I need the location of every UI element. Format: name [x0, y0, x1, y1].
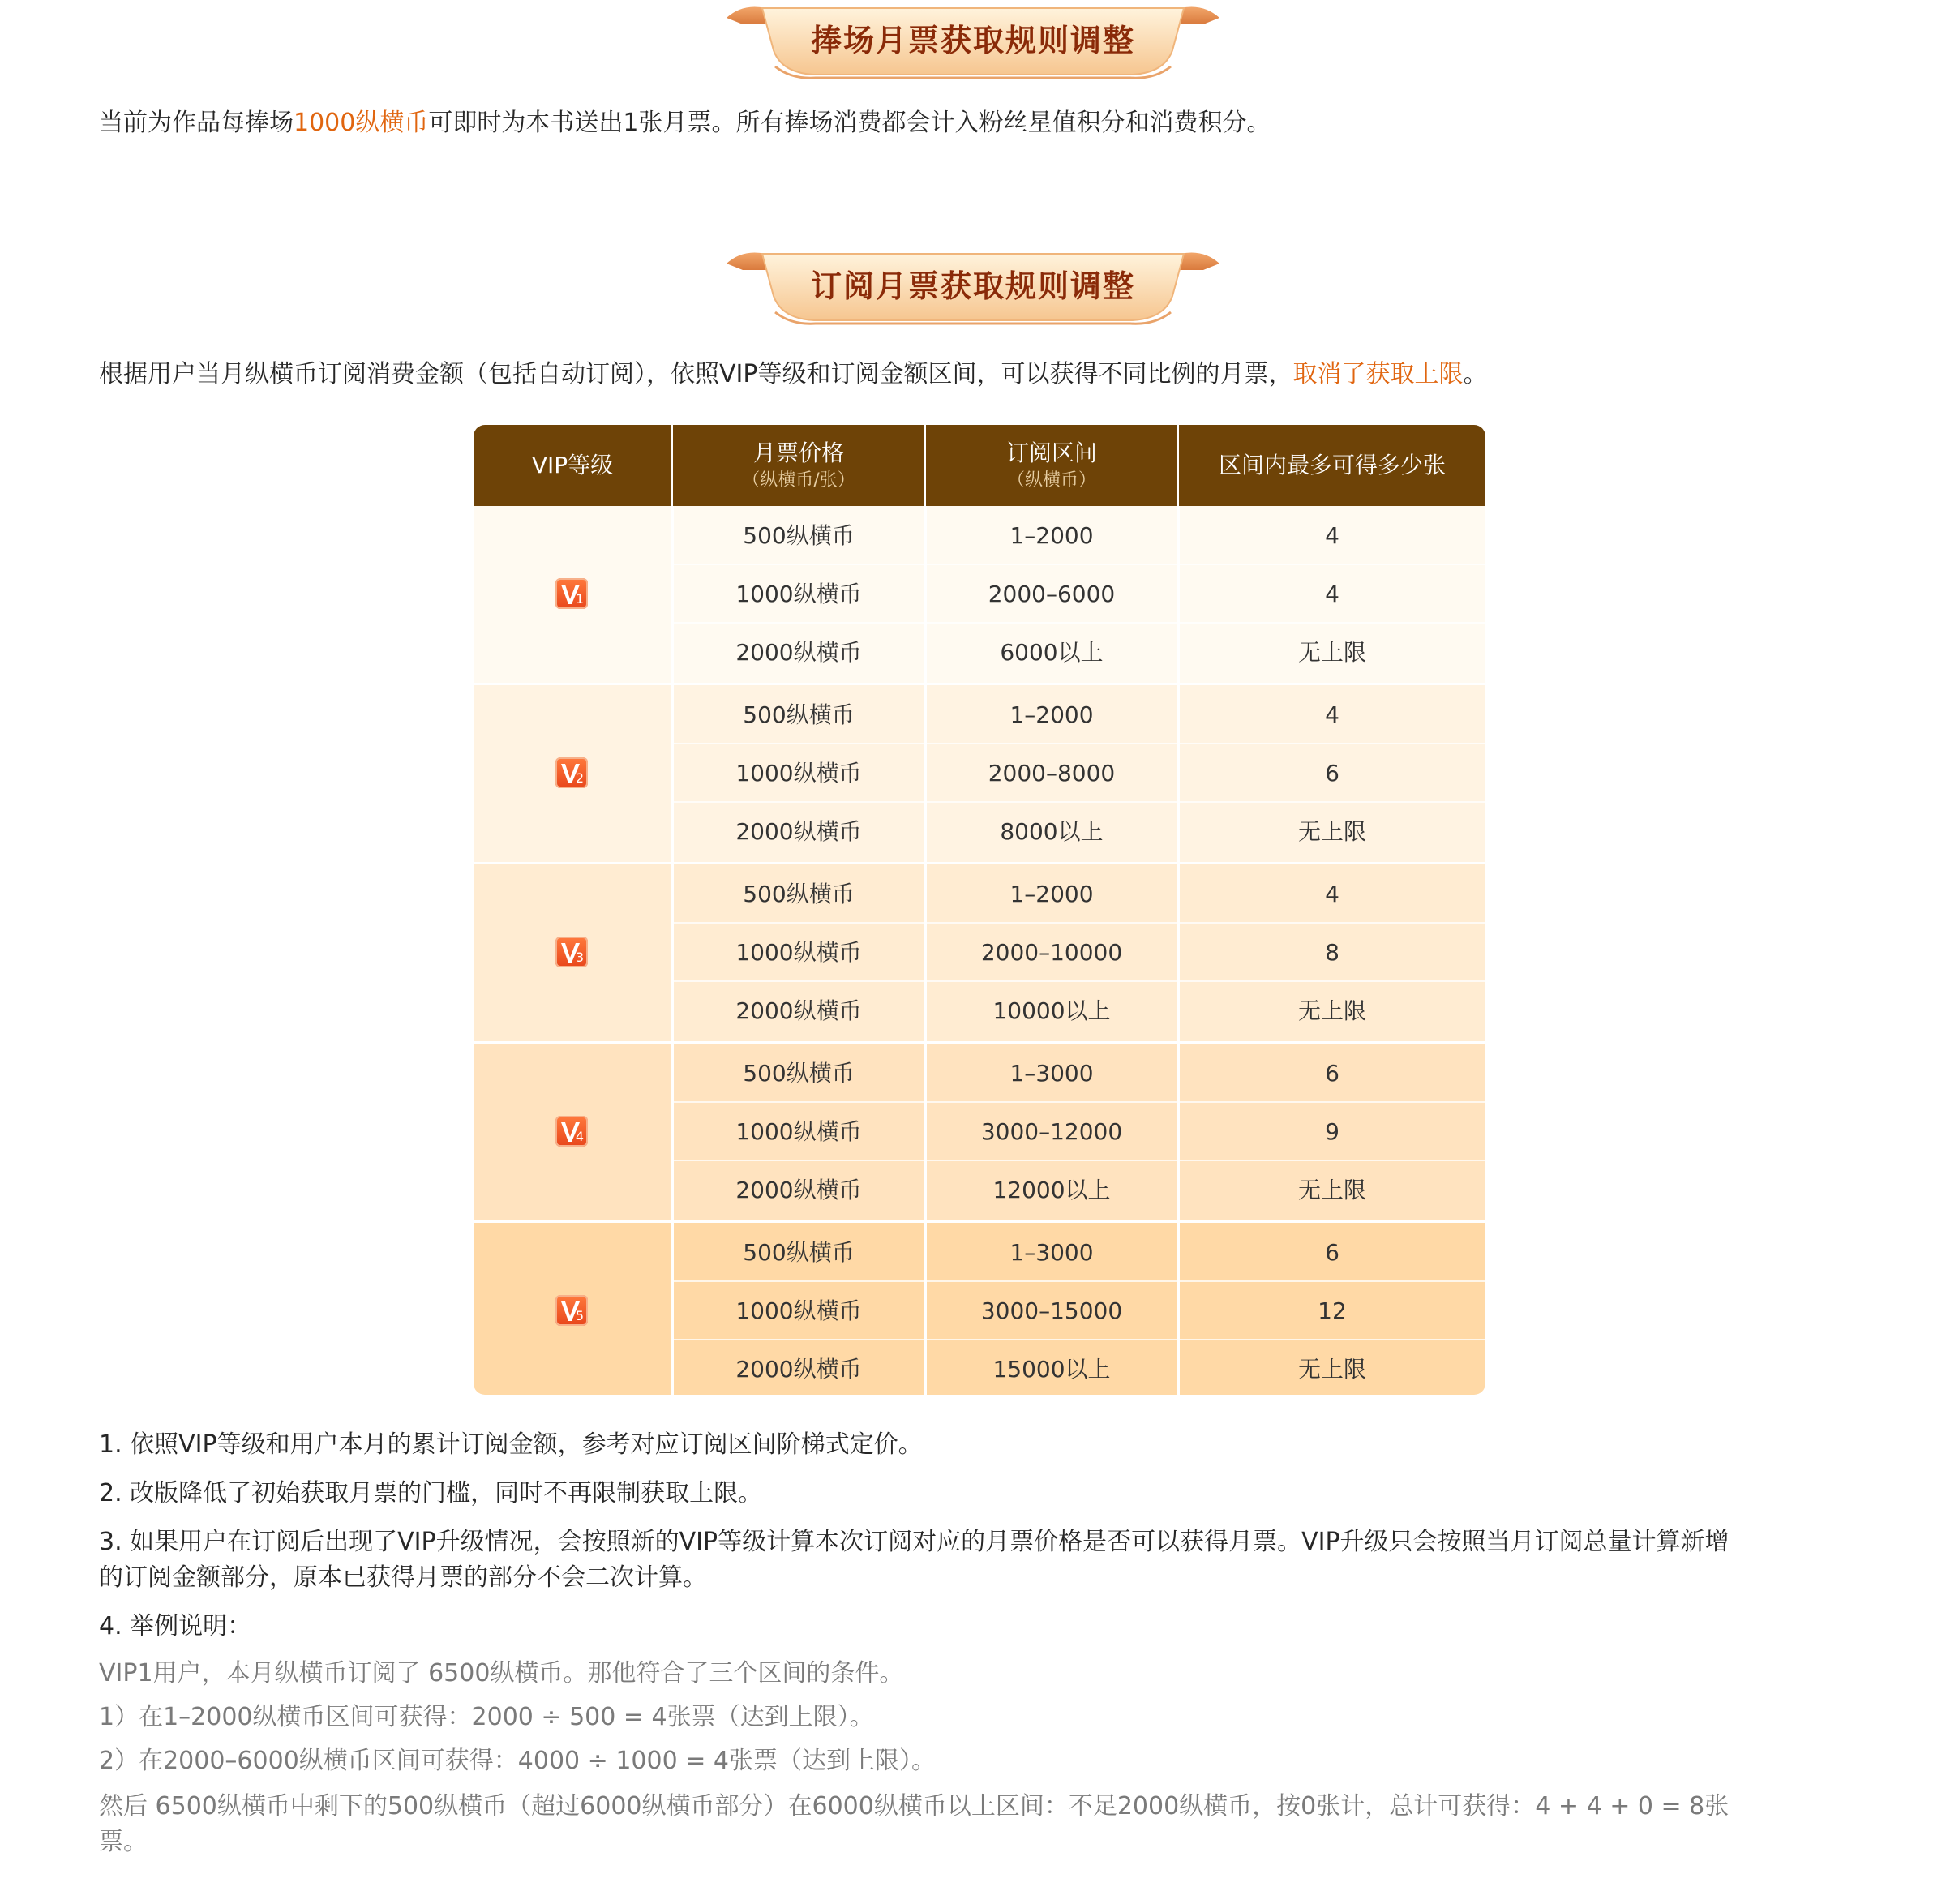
vip-level-number: 1 [575, 591, 584, 607]
subscription-range-cell: 15000以上 [992, 1356, 1111, 1383]
section1-text-before: 当前为作品每捧场 [99, 109, 294, 137]
max-tickets-cell: 6 [1325, 1239, 1339, 1266]
section2-title: 订阅月票获取规则调整 [810, 268, 1135, 304]
table-row [673, 865, 1485, 924]
ticket-price-cell: 2000纵横币 [735, 639, 862, 666]
section1-ribbon [727, 2, 1219, 83]
note-1: 1. 依照VIP等级和用户本月的累计订阅金额，参考对应订阅区间阶梯式定价。 [99, 1430, 923, 1459]
ticket-price-cell: 1000纵横币 [735, 1118, 862, 1145]
subscription-range-cell: 1–2000 [1009, 522, 1094, 549]
vip-ticket-table [474, 425, 1485, 1395]
header-vip-level-label: VIP等级 [531, 452, 614, 478]
vip-group-4 [474, 1044, 1485, 1220]
ticket-price-cell: 1000纵横币 [735, 581, 862, 607]
header-ticket-price-label: 月票价格 [752, 440, 844, 466]
section2-text-before: 根据用户当月纵横币订阅消费金额（包括自动订阅），依照VIP等级和订阅金额区间，可以获得不同比例的月票， [99, 360, 1293, 388]
ticket-price-cell: 500纵横币 [743, 522, 855, 549]
table-row [673, 1103, 1485, 1161]
ticket-price-cell: 500纵横币 [743, 1060, 855, 1087]
table-row [673, 982, 1485, 1040]
header-max-tickets-label: 区间内最多可得多少张 [1218, 452, 1446, 478]
table-row [673, 803, 1485, 861]
table-row [673, 624, 1485, 682]
header-subscription-range-label: 订阅区间 [1005, 440, 1097, 466]
vip-level-number: 5 [575, 1308, 584, 1323]
max-tickets-cell: 无上限 [1297, 639, 1366, 666]
table-row [673, 1340, 1485, 1395]
subscription-range-cell: 1–3000 [1009, 1239, 1094, 1266]
table-header [474, 425, 1485, 506]
table-row [673, 1044, 1485, 1103]
vip-group-2 [474, 685, 1485, 862]
section1-paragraph [99, 105, 1850, 141]
table-row [673, 686, 1485, 744]
max-tickets-cell: 12 [1318, 1297, 1347, 1324]
table-row [673, 924, 1485, 982]
header-cell-max-tickets [1179, 425, 1485, 506]
subscription-range-cell: 1–3000 [1009, 1060, 1094, 1087]
max-tickets-cell: 无上限 [1297, 818, 1366, 845]
max-tickets-cell: 4 [1325, 701, 1339, 728]
max-tickets-cell: 4 [1325, 522, 1339, 549]
vip-level-badge [555, 757, 588, 788]
subscription-range-cell: 1–2000 [1009, 881, 1094, 907]
subscription-range-cell: 3000–12000 [980, 1118, 1123, 1145]
ticket-price-cell: 1000纵横币 [735, 760, 862, 787]
note-4: 4. 举例说明： [99, 1612, 252, 1640]
example-line-1: VIP1用户，本月纵横币订阅了 6500纵横币。那他符合了三个区间的条件。 [99, 1659, 904, 1687]
table-row [673, 1161, 1485, 1220]
ticket-price-cell: 2000纵横币 [735, 1356, 862, 1383]
vip-level-number: 4 [575, 1129, 584, 1144]
vip-level-badge [555, 1295, 588, 1326]
max-tickets-cell: 6 [1325, 760, 1339, 787]
max-tickets-cell: 8 [1325, 939, 1339, 966]
subscription-range-cell: 8000以上 [1000, 818, 1104, 845]
subscription-range-cell: 2000–8000 [988, 760, 1116, 787]
vip-level-number: 2 [575, 770, 584, 786]
section2-ribbon [727, 247, 1219, 328]
subscription-range-cell: 12000以上 [992, 1177, 1111, 1203]
table-row [673, 565, 1485, 624]
ticket-price-cell: 2000纵横币 [735, 1177, 862, 1203]
ticket-price-cell: 2000纵横币 [735, 997, 862, 1024]
example-line-3: 2）在2000–6000纵横币区间可获得：4000 ÷ 1000 = 4张票（达到上限）。 [99, 1747, 936, 1775]
example-line-2: 1）在1–2000纵横币区间可获得：2000 ÷ 500 = 4张票（达到上限）。 [99, 1703, 874, 1731]
section1-text-after: 可即时为本书送出1张月票。所有捧场消费都会计入粉丝星值积分和消费积分。 [428, 109, 1271, 137]
note-3-line-1: 3. 如果用户在订阅后出现了VIP升级情况，会按照新的VIP等级计算本次订阅对应的月票价格是否可以获得月票。VIP升级只会按照当月订阅总量计算新增 [99, 1528, 1730, 1556]
ticket-price-cell: 2000纵横币 [735, 818, 862, 845]
max-tickets-cell: 无上限 [1297, 997, 1366, 1024]
vip-level-badge [555, 1116, 588, 1147]
vip-group-1 [474, 506, 1485, 683]
subscription-range-cell: 2000–10000 [980, 939, 1123, 966]
table-row [673, 1224, 1485, 1282]
max-tickets-cell: 9 [1325, 1118, 1339, 1145]
note-2: 2. 改版降低了初始获取月票的门槛，同时不再限制获取上限。 [99, 1479, 763, 1507]
ticket-price-cell: 500纵横币 [743, 881, 855, 907]
table-row [673, 507, 1485, 565]
vip-level-number: 3 [575, 950, 584, 965]
header-cell-subscription-range [926, 425, 1177, 506]
max-tickets-cell: 4 [1325, 581, 1339, 607]
header-cell-ticket-price [673, 425, 924, 506]
table-row [673, 744, 1485, 803]
section1-text-highlight: 1000纵横币 [294, 109, 429, 137]
table-row [673, 1282, 1485, 1340]
section2-text-after: 。 [1463, 360, 1488, 388]
header-cell-vip-level [474, 425, 671, 506]
header-ticket-price-unit: （纵横币/张） [742, 470, 855, 491]
note-3-line-2: 的订阅金额部分，原本已获得月票的部分不会二次计算。 [99, 1563, 707, 1592]
max-tickets-cell: 4 [1325, 881, 1339, 907]
subscription-range-cell: 3000–15000 [980, 1297, 1123, 1324]
ticket-price-cell: 500纵横币 [743, 701, 855, 728]
ticket-price-cell: 500纵横币 [743, 1239, 855, 1266]
max-tickets-cell: 无上限 [1297, 1177, 1366, 1203]
example-line-4: 然后 6500纵横币中剩下的500纵横币（超过6000纵横币部分）在6000纵横币以上区间：不足2000纵横币，按0张计，总计可获得：4 + 4 + 0 = 8张 [99, 1792, 1730, 1820]
max-tickets-cell: 6 [1325, 1060, 1339, 1087]
vip-level-badge [555, 578, 588, 609]
ticket-price-cell: 1000纵横币 [735, 939, 862, 966]
section1-title: 捧场月票获取规则调整 [810, 23, 1135, 58]
section2-paragraph [99, 357, 1850, 392]
ticket-price-cell: 1000纵横币 [735, 1297, 862, 1324]
subscription-range-cell: 2000–6000 [988, 581, 1116, 607]
vip-group-3 [474, 864, 1485, 1041]
vip-group-5 [474, 1223, 1485, 1395]
max-tickets-cell: 无上限 [1297, 1356, 1366, 1383]
subscription-range-cell: 10000以上 [992, 997, 1111, 1024]
subscription-range-cell: 6000以上 [1000, 639, 1104, 666]
header-subscription-range-unit: （纵横币） [1006, 470, 1096, 491]
subscription-range-cell: 1–2000 [1009, 701, 1094, 728]
example-line-5: 票。 [99, 1828, 148, 1856]
vip-level-badge [555, 937, 588, 967]
section2-text-highlight: 取消了获取上限 [1292, 360, 1464, 388]
